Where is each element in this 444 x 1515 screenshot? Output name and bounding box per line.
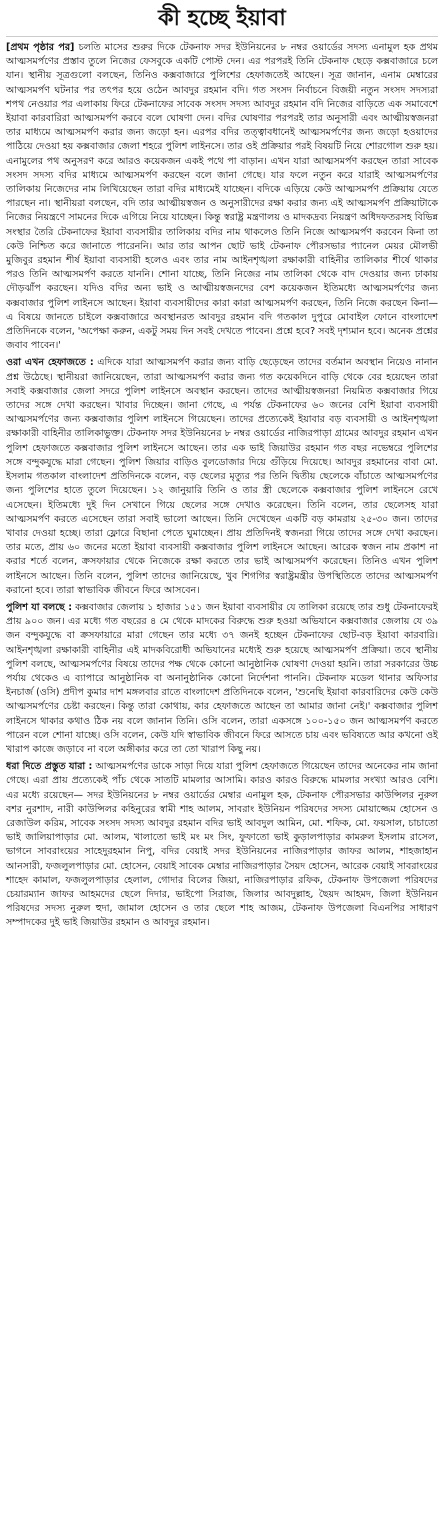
paragraph-text: এদিকে যারা আত্মসমর্পণ করার জন্য বাড়ি ছেড়েছেন তাদের বর্তমান অবস্থান নিয়েও নানান প্রশ্ন উঠেছে। স্থানীয়রা জানিয়েছেন, তারা আত্মসমর্পণ করার জন্য গত কয়েকদিনে বাড়ি থেকে বের হয়েছেন তারা সবাই কক্সবাজার জেলা সদরে পুলিশ লাইনসে অবস্থান করছেন। তাদের আত্মীয়স্বজনরা নিয়মিত কক্সবাজার গিয়ে তাদের সঙ্গে দেখা করছেন। খাবার দিচ্ছেন। জানা গেছে, এ পর্যন্ত টেকনাফের ৬০ জনের বেশি ইয়াবা ব্যবসায়ী আত্মসমর্পণের জন্য কক্সবাজার পুলিশ লাইনসে গিয়েছেন। তাদের প্রত্যেকেই ইয়াবার বড় ব্যবসায়ী ও আইনশৃঙ্খলা রক্ষাকারী বাহিনীর তালিকাভুক্ত। টেকনাফ সদর ইউনিয়নের ৮ নম্বর ওয়ার্ডের নাজিরপাড়া গ্রামের আবদুর রহমান এখন পুলিশ হেফাজতে কক্সবাজার পুলিশ লাইনসে আছেন। তার এক ভাই জিয়াউর রহমান গত বছর নভেম্বরে পুলিশের সঙ্গে বন্দুকযুদ্ধে মারা গেছেন। পুলিশ জিয়ার বাড়িও বুলডোজার দিয়ে গুঁড়িয়ে দিয়েছে। আবদুর রহমানের বাবা মো. ইসলাম গতকাল বাংলাদেশ প্রতিদিনকে বলেন, বড় ছেলের মৃত্যুর পর তিনি দ্বিতীয় ছেলেকে বাঁচাতে আত্মসমর্পণের জন্য পুলিশের হাতে তুলে দিয়েছেন। ১২ জানুয়ারি তিনি ও তার স্ত্রী ছেলেকে কক্সবাজার পুলিশ লাইনসে রেখে এসেছেন। ইতিমধ্যে দুই দিন সেখানে গিয়ে ছেলের সঙ্গে দেখাও করেছেন। তিনি বলেন, তার ছেলেসহ যারা আত্মসমর্পণ করতে এসেছেন তারা সবাই ভালো আছেন। তিনি দেখেছেন একটি বড় কামরায় ২৫-৩০ জন। তাদের খাবার দেওয়া হচ্ছে। তারা ফ্লোরে বিছানা পেতে ঘুমাচ্ছেন। প্রায় প্রতিদিনই স্বজনরা গিয়ে তাদের সঙ্গে দেখা করছেন। তার মতে, প্রায় ৬০ জনের মতো ইয়াবা ব্যবসায়ী কক্সবাজার পুলিশ লাইনসে আছেন। আরেক স্বজন নাম প্রকাশ না করার শর্তে বলেন, ক্রসফায়ার থেকে নিজেকে রক্ষা করতে তার ভাই আত্মসমর্পণ করেছেন। তিনিও এখন পুলিশ লাইনসে আছেন। তিনি বলেন, পুলিশ তাদের জানিয়েছে, খুব শিগগির স্বরাষ্ট্রমন্ত্রীর উপস্থিতিতে তাদের আত্মসমর্পণ করানো হবে। তারা স্বাভাবিক জীবনে ফিরে আসবেন।	[6, 357, 438, 596]
article-paragraph-custody	[6, 356, 438, 597]
paragraph-text: আত্মসমর্পণের ডাকে সাড়া দিয়ে যারা পুলিশ হেফাজতে গিয়েছেন তাদের অনেকের নাম জানা গেছে। এরা প্রায় প্রত্যেকেই পাঁচ থেকে সাতটি মামলার আসামি। কারও কারও বিরুদ্ধে মামলার সংখ্যা আরও বেশি। এর মধ্যে রয়েছেন— সদর ইউনিয়নের ৮ নম্বর ওয়ার্ডের মেম্বার এনামুল হক, টেকনাফ পৌরসভার কাউন্সিলর নুরুল বশর নুরশাদ, নারী কাউন্সিলর কহিনুরের স্বামী শাহ আলম, সাবরাং ইউনিয়ন পরিষদের সদস্য মোয়াজ্জেম হোসেন ও রেজাউল করিম, সাবেক সংসদ সদস্য আবদুর রহমান বদির ভাই আবদুল আমিন, মো. শফিক, মো. ফয়সাল, চাচাতো ভাই জালিয়াপাড়ার মো. আলম, খালাতো ভাই মং মং সিং, ফুফাতো ভাই কুড়ালপাড়ার কামরুল ইসলাম রাসেল, ভাগনে সাবরাংয়ের সাহেদুরহমান নিপু, বদির বেয়াই সদর ইউনিয়নের নাজিরপাড়ার জাফর আলম, শাহজাহান আনসারী, ফজলুলপাড়ার মো. হোসেন, বেয়াই সাবেক মেম্বার নাজিরপাড়ার সৈয়দ হোসেন, আরেক বেয়াই সাবরাংয়ের শাহেদ কামাল, ফজলুলপাড়ার হেলাল, গোদার বিলের জিয়া, নাজিরপাড়ার রফিক, টেকনাফ উপজেলা পরিষদের চেয়ারম্যান জাফর আহমদের ছেলে দিদার, ভাইপো সিরাজ, জিলার আবদুল্লাহ, ছৈয়দ আহমদ, জিলা ইউনিয়ন পরিষদের সদস্য নুরুল হুদা, জামাল হোসেন ও তার ছেলে শাহ আজম, টেকনাফ উপজেলা বিএনপির সাধারণ সম্পাদকের দুই ভাই জিয়াউর রহমান ও আবদুর রহমান।	[6, 761, 439, 929]
article-paragraph-police	[6, 601, 438, 757]
paragraph-text: কক্সবাজার জেলায় ১ হাজার ১৫১ জন ইয়াবা ব্যবসায়ীর যে তালিকা রয়েছে তার শুধু টেকনাফেরই প্রায় ৯০০ জন। এর মধ্যে গত বছরের ৪ মে থেকে মাদকের বিরুদ্ধে শুরু হওয়া অভিযানে কক্সবাজার জেলায় যে ৩৯ জন বন্দুকযুদ্ধে বা ক্রসফায়ারে মারা গেছেন তার মধ্যে ৩৭ জনই হচ্ছেন টেকনাফের ছোট-বড় ইয়াবা কারবারি। আইনশৃঙ্খলা রক্ষাকারী বাহিনীর এই মাদকবিরোধী অভিযানের মধ্যেই শুরু হয়েছে আত্মসমর্পণ প্রক্রিয়া। তবে স্থানীয় পুলিশ বলছে, আত্মসমর্পণের বিষয়ে তাদের পক্ষ থেকে কোনো আনুষ্ঠানিক ঘোষণা দেওয়া হয়নি। তারা সরকারের উচ্চ পর্যায় থেকেও এ ব্যাপারে আনুষ্ঠানিক বা অনানুষ্ঠানিক কোনো নির্দেশনা পাননি। টেকনাফ মডেল থানার অফিসার ইনচার্জ (ওসি) প্রদীপ কুমার দাশ মঙ্গলবার রাতে বাংলাদেশ প্রতিদিনকে বলেন, 'শুনেছি ইয়াবা কারবারিদের কেউ কেউ আত্মসমর্পণের চেষ্টা করছেন। কিন্তু তারা কোথায়, কার হেফাজতে আছেন তা আমার জানা নেই।' কক্সবাজার পুলিশ লাইনসে থাকার কথাও ঠিক নয় বলে জানান তিনি। ওসি বলেন, তারা একসঙ্গে ১০০-১৫০ জন আত্মসমর্পণ করতে পারেন বলে শোনা যাচ্ছে। ওসি বলেন, কেউ যদি স্বাভাবিক জীবনে ফিরে আসতে চায় এবং ভবিষ্যতে আর কখনো ওই খারাপ কাজে জড়াবে না বলে অঙ্গীকার করে তা তো খারাপ কিছু নয়।	[6, 601, 438, 755]
subheading-police: পুলিশ যা বলছে :	[6, 601, 73, 613]
subheading-custody: ওরা এখন হেফাজতে :	[6, 357, 94, 369]
article-paragraph-continued	[6, 41, 438, 353]
continuation-marker: [প্রথম পৃষ্ঠার পর]	[6, 42, 75, 53]
subheading-surrender-list: ধরা দিতে প্রস্তুত যারা :	[6, 761, 93, 773]
article-headline: কী হচ্ছে ইয়াবা	[6, 4, 438, 37]
paragraph-text: চলতি মাসের শুরুর দিকে টেকনাফ সদর ইউনিয়নের ৮ নম্বর ওয়ার্ডের সদস্য এনামুল হক প্রথম আত্মসমর্পণের প্রস্তাব তুলে নিজের ফেসবুকে একটি পোস্ট দেন। এর পরপরই তিনি টেকনাফ ছেড়ে কক্সবাজারে চলে যান। স্থানীয় সূত্রগুলো বলছেন, তিনিও কক্সবাজারে পুলিশের হেফাজতেই আছেন। সূত্র জানান, এনাম মেম্বারের আত্মসমর্পণ ঘটনার পর তৎপর হয়ে ওঠেন আবদুর রহমান বদি। গত সংসদ নির্বাচনে বিজয়ী নতুন সংসদ সদস্যরা শপথ নেওয়ার পর এলাকায় ফিরে টেকনাফের সাবেক সংসদ সদস্য আবদুর রহমান বদি নিজের বাড়িতে এক সমাবেশে ইয়াবা কারবারিরা আত্মসমর্পণ করবে বলে ঘোষণা দেন। বদির ঘোষণার পরপরই তার অনুসারী এবং আত্মীয়স্বজনরা তার মাধ্যমে আত্মসমর্পণ করার জন্য জড়ো হন। এরপর বদির তত্ত্বাবধানেই আত্মসমর্পণের জন্য জড়ো হওয়াদের পাঠিয়ে দেওয়া হয় কক্সবাজার জেলা শহরে পুলিশ লাইনসে। তার ওই প্রক্রিয়ার পরই বিষয়টি নিয়ে শোরগোল শুরু হয়। এনামুলের পথ অনুসরণ করে আরও কয়েকজন একই পথে পা বাড়ান। এখন যারা আত্মসমর্পণ করছেন তারা সাবেক সংসদ সদস্য বদির মাধ্যমে আত্মসমর্পণ করছেন বলে জানা গেছে। যার ফলে নতুন করে যারাই আত্মসমর্পণের তালিকায় নিজেদের নাম লিখিয়েছেন তারা বদির মাধ্যমেই যাচ্ছেন। বদিকে এড়িয়ে কেউ আত্মসমর্পণ প্রক্রিয়ায় যেতে পারছেন না। স্থানীয়রা বলছেন, বদি তার আত্মীয়স্বজন ও অনুসারীদের রক্ষা করার জন্য এই আত্মসমর্পণ প্রক্রিয়াটাকে নিজের নিয়ন্ত্রণে সামনের দিকে এগিয়ে নিয়ে যাচ্ছেন। কিন্তু স্বরাষ্ট্র মন্ত্রণালয় ও মাদকদ্রব্য নিয়ন্ত্রণ অধিদফতরসহ বিভিন্ন সংস্থার তৈরি টেকনাফের ইয়াবা ব্যবসায়ীর তালিকায় বদির নাম থাকলেও তিনি নিজে আত্মসমর্পণ করবেন কিনা তা কেউ নিশ্চিত করে জানাতে পারেননি। আর তার আপন ছোট ভাই টেকনাফ পৌরসভার প্যানেল মেয়র মৌলভী মুজিবুর রহমান শীর্ষ ইয়াবা ব্যবসায়ী হলেও এবং তার নাম আইনশৃঙ্খলা রক্ষাকারী বাহিনীর তালিকার শীর্ষে থাকার পরও তিনি আত্মসমর্পণ করতে যাননি। শোনা যাচ্ছে, তিনি নিজের নাম তালিকা থেকে বাদ দেওয়ার জন্য ঢাকায় দৌড়ঝাঁপ করছেন। যদিও বদির অন্য ভাই ও আত্মীয়স্বজনদের বেশ কয়েকজন ইতিমধ্যে আত্মসমর্পণের জন্য কক্সবাজার পুলিশ লাইনসে আছেন। ইয়াবা ব্যবসায়ীদের কারা কারা আত্মসমর্পণ করছেন, তিনি নিজে করছেন কিনা— এ বিষয়ে জানতে চাইলে কক্সবাজারে অবস্থানরত আবদুর রহমান বদি গতকাল দুপুরে মোবাইল ফোনে বাংলাদেশ প্রতিদিনকে বলেন, 'অপেক্ষা করুন, একটু সময় দিন সবই দেখতে পাবেন। প্রশ্নে হবে? সবই দৃশ্যমান হবে। অনেক প্রশ্নের জবাব পাবেন।'	[6, 42, 439, 352]
article-paragraph-surrender-list	[6, 760, 438, 930]
